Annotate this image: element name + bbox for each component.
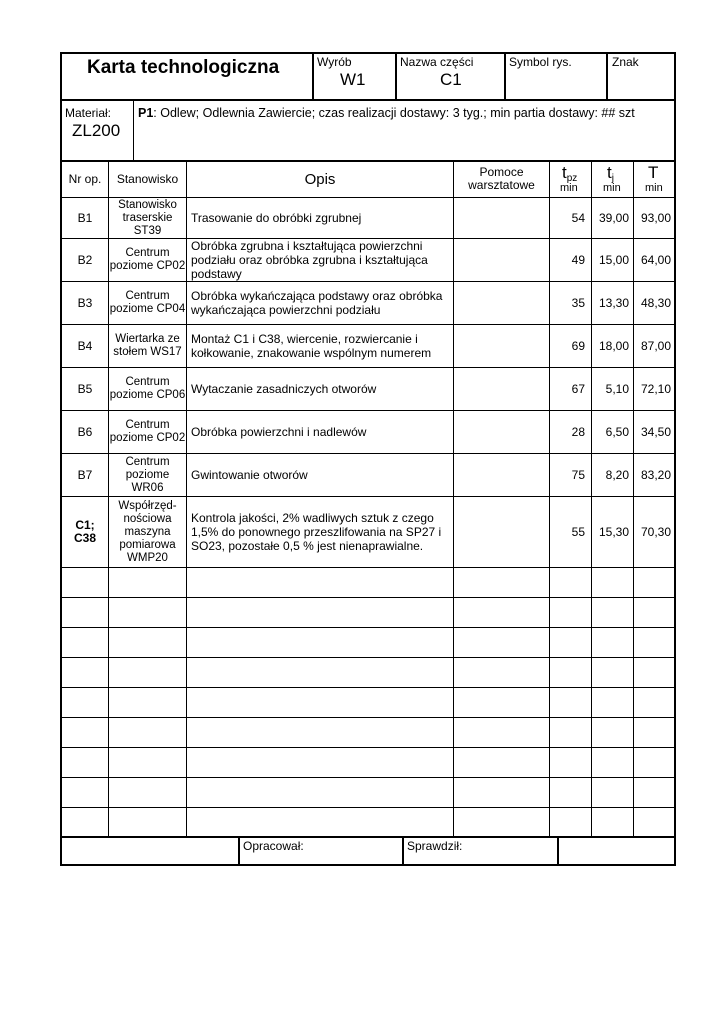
row-7-tools <box>454 454 549 496</box>
row-7-tj: 8,20 <box>605 468 629 482</box>
row-3-T: 48,30 <box>640 296 671 310</box>
row-1-nr: B1 <box>77 210 93 225</box>
row-5-T: 72,10 <box>640 382 671 396</box>
row-7-nr: B7 <box>77 467 93 482</box>
row-8-workstation: Współrzęd-nościowa maszyna pomiarowa WMP20 <box>118 499 177 564</box>
mark-label: Znak <box>612 55 639 69</box>
checked-by-label: Sprawdził: <box>407 839 463 853</box>
supply-note-prefix: P1 <box>138 106 154 120</box>
row-7-T: 83,20 <box>640 468 671 482</box>
col-header-tools: Pomoce warsztatowe <box>468 165 535 192</box>
product-label: Wyrób <box>317 55 352 69</box>
part-name-label: Nazwa części <box>400 55 474 69</box>
row-1-tools <box>454 198 549 238</box>
row-6-tj: 6,50 <box>605 425 629 439</box>
row-3-nr: B3 <box>77 295 93 310</box>
row-1-tj: 39,00 <box>598 211 629 225</box>
row-1-tpz: 54 <box>571 211 585 225</box>
row-4-tj: 18,00 <box>598 339 629 353</box>
material-value: ZL200 <box>72 121 121 140</box>
technology-card <box>60 52 676 866</box>
col-header-nr: Nr op. <box>68 171 102 186</box>
row-3-description: Obróbka wykańczająca podstawy oraz obróbka wykańczająca powierzchni podziału <box>191 289 443 317</box>
row-6-workstation: Centrum poziome CP02 <box>109 419 186 444</box>
col-header-tpz <box>562 163 578 184</box>
row-8-nr: C1; C38 <box>73 518 96 545</box>
row-7-tpz: 75 <box>571 468 585 482</box>
col-header-T: T <box>648 163 659 182</box>
row-4-T: 87,00 <box>640 339 671 353</box>
col-header-tj <box>607 163 614 184</box>
row-1-workstation: Stanowisko traserskie ST39 <box>118 198 177 237</box>
row-6-tools <box>454 411 549 453</box>
tpz-symbol: t <box>562 163 567 182</box>
row-8-T: 70,30 <box>640 525 671 539</box>
row-2-tj: 15,00 <box>598 253 629 267</box>
row-3-tools <box>454 282 549 324</box>
row-5-tpz: 67 <box>571 382 585 396</box>
row-5-workstation: Centrum poziome CP06 <box>109 376 186 401</box>
row-6-T: 34,50 <box>640 425 671 439</box>
tj-symbol: t <box>607 163 612 182</box>
row-4-tools <box>454 325 549 367</box>
row-1-description: Trasowanie do obróbki zgrubnej <box>191 211 362 225</box>
T-unit: min <box>645 182 663 194</box>
row-8-tj: 15,30 <box>598 525 629 539</box>
tj-subscript: j <box>611 173 614 184</box>
row-5-description: Wytaczanie zasadniczych otworów <box>191 382 377 396</box>
row-3-tj: 13,30 <box>598 296 629 310</box>
row-8-tpz: 55 <box>571 525 585 539</box>
row-7-workstation: Centrum poziome WR06 <box>125 455 170 494</box>
row-5-tj: 5,10 <box>605 382 629 396</box>
row-2-nr: B2 <box>77 252 93 267</box>
row-8-description: Kontrola jakości, 2% wadliwych sztuk z czego 1,5% do ponownego przeszlifowania na SP27 i SO23, pozostałe 0,5 % jest nienaprawialne. <box>191 511 442 553</box>
row-5-tools <box>454 368 549 410</box>
row-3-tpz: 35 <box>571 296 585 310</box>
material-label: Materiał: <box>65 106 112 120</box>
col-header-workstation: Stanowisko <box>116 171 179 186</box>
row-7-description: Gwintowanie otworów <box>191 468 308 482</box>
row-2-tpz: 49 <box>571 253 585 267</box>
row-2-tools <box>454 239 549 281</box>
row-1-T: 93,00 <box>640 211 671 225</box>
card-title: Karta technologiczna <box>87 57 280 78</box>
tpz-unit: min <box>560 182 578 194</box>
product-value: W1 <box>340 70 366 89</box>
row-2-description: Obróbka zgrubna i kształtująca powierzchni podziału oraz obróbka zgrubna i kształtująca podstawy <box>191 239 428 281</box>
row-4-nr: B4 <box>77 338 93 353</box>
row-6-nr: B6 <box>77 424 93 439</box>
row-8-tools <box>454 497 549 567</box>
part-name-value: C1 <box>440 70 462 89</box>
row-3-workstation: Centrum poziome CP04 <box>109 290 186 315</box>
tpz-subscript: pz <box>566 173 578 184</box>
supply-note-text: : Odlew; Odlewnia Zawiercie; czas realizacji dostawy: 3 tyg.; min partia dostawy: ## szt <box>153 106 635 120</box>
row-4-description: Montaż C1 i C38, wiercenie, rozwiercanie i kołkowanie, znakowanie wspólnym numerem <box>191 332 432 360</box>
drawing-symbol-label: Symbol rys. <box>509 55 572 69</box>
row-6-tpz: 28 <box>571 425 585 439</box>
prepared-by-label: Opracował: <box>243 839 304 853</box>
row-2-workstation: Centrum poziome CP02 <box>109 247 186 272</box>
row-6-description: Obróbka powierzchni i nadlewów <box>191 425 367 439</box>
row-2-T: 64,00 <box>640 253 671 267</box>
tj-unit: min <box>603 182 621 194</box>
row-5-nr: B5 <box>77 381 93 396</box>
col-header-description: Opis <box>304 170 336 188</box>
row-4-workstation: Wiertarka ze stołem WS17 <box>113 333 182 358</box>
row-4-tpz: 69 <box>571 339 585 353</box>
supply-note <box>138 107 635 120</box>
